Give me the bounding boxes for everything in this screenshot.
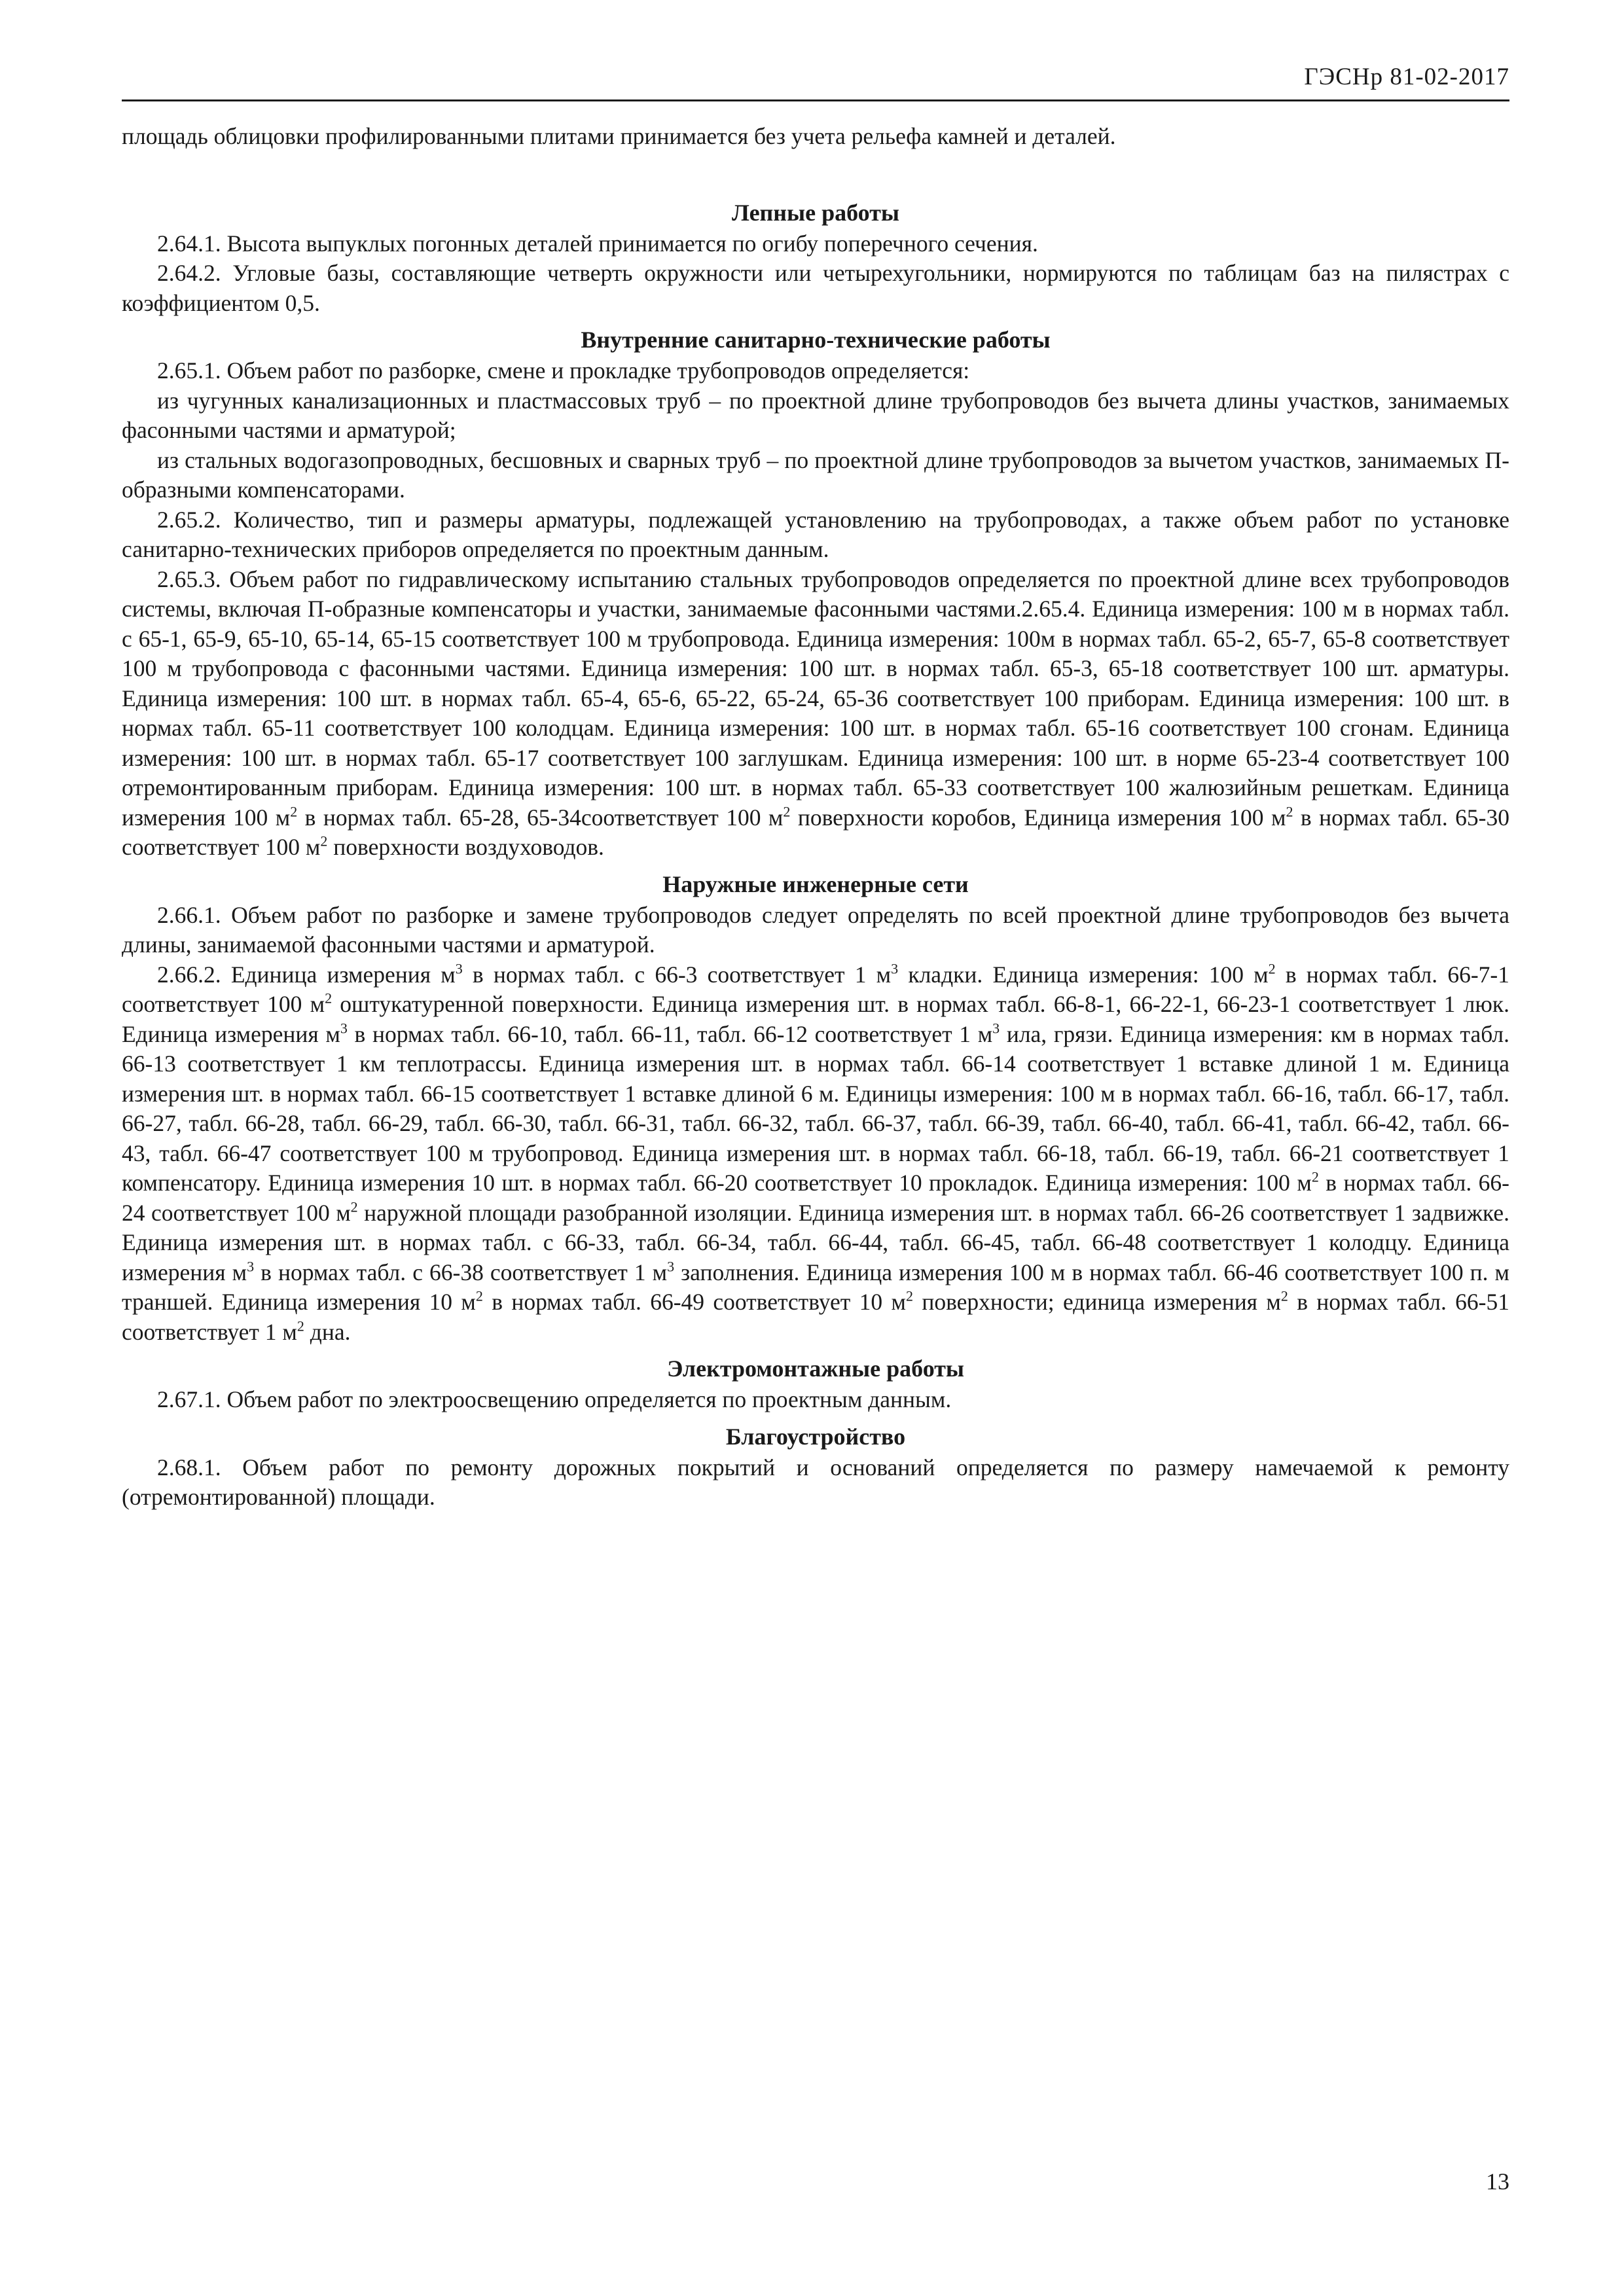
document-code: ГЭСНр 81-02-2017 (1304, 63, 1509, 90)
text-run: дна. (304, 1318, 351, 1345)
superscript: 2 (783, 802, 791, 819)
paragraph-steel-pipes: из стальных водогазопроводных, бесшовных и сварных труб – по проектной длине трубопроводов за вычетом участков, занимаемых П-образными компенсаторами. (122, 446, 1509, 503)
paragraph-2-65-1: 2.65.1. Объем работ по разборке, смене и прокладке трубопроводов определяется: (157, 357, 970, 384)
text-run: 2.66.2. Единица измерения м (157, 961, 456, 988)
superscript: 3 (992, 1019, 1000, 1036)
text-run: поверхности коробов, Единица измерения 100 м (790, 804, 1286, 831)
text-run: в нормах табл. 66-7-1 соответствует 100 м (122, 961, 1509, 1017)
text-run: заполнения. Единица измерения 100 м в нормах табл. 66-46 соответствует 100 п. м траншей. Единица измерения 10 м (122, 1259, 1509, 1315)
text-run: в нормах табл. 65-28, 65-34соответствует 100 м (297, 804, 784, 831)
text-run: 2.65.3. Объем работ по гидравлическому испытанию стальных трубопроводов определяется по проектной длине всех трубопроводов системы, включая П-образные компенсаторы и участки, занимаемые фасонными частями.2.65.4. Единица измерения: 100 м в нормах табл. с 65-1, 65-9, 65-10, 65-14, 65-15 соответствует 100 м трубопровода. Единица измерения: 100м в нормах табл. 65-2, 65-7, 65-8 соответствует 100 м трубопровода с фасонными частями. Единица измерения: 100 шт. в нормах табл. 65-3, 65-18 соответствует 100 шт. арматуры. Единица измерения: 100 шт. в нормах табл. 65-4, 65-6, 65-22, 65-24, 65-36 соответствует 100 приборам. Единица измерения: 100 шт. в нормах табл. 65-11 соответствует 100 колодцам. Единица измерения: 100 шт. в нормах табл. 65-16 соответствует 100 сгонам. Единица измерения: 100 шт. в нормах табл. 65-17 соответствует 100 заглушкам. Единица измерения: 100 шт. в норме 65-23-4 соответствует 100 отремонтированным приборам. Единица измерения: 100 шт. в нормах табл. 65-33 соответствует 100 жалюзийным решеткам. Единица измерения 100 м (122, 565, 1509, 831)
section-title-sanitary: Внутренние санитарно-технические работы (581, 327, 1051, 353)
superscript: 2 (325, 990, 333, 1007)
paragraph-2-67-1: 2.67.1. Объем работ по электроосвещению определяется по проектным данным. (157, 1386, 952, 1412)
section-title-landscaping: Благоустройство (725, 1423, 906, 1450)
superscript: 2 (290, 802, 298, 819)
superscript: 2 (1268, 960, 1276, 977)
superscript: 3 (667, 1257, 675, 1274)
superscript: 2 (1280, 1287, 1288, 1304)
page-number: 13 (1486, 2168, 1509, 2195)
superscript: 2 (320, 833, 328, 850)
superscript: 2 (1311, 1168, 1319, 1185)
text-run: в нормах табл. 66-24 соответствует 100 м (122, 1170, 1510, 1226)
superscript: 3 (455, 960, 463, 977)
document-body (122, 122, 1509, 1513)
text-run: наружной площади разобранной изоляции. Единица измерения шт. в нормах табл. 66-26 соответствует 1 задвижке. Единица измерения шт. в нормах табл. с 66-33, табл. 66-34, табл. 66-44, табл. 66-45, табл. 66-48 соответствует 1 колодцу. Единица измерения м (122, 1199, 1509, 1285)
superscript: 3 (891, 960, 899, 977)
intro-paragraph: площадь облицовки профилированными плитами принимается без учета рельефа камней и деталей. (122, 123, 1116, 149)
text-run: оштукатуренной поверхности. Единица измерения шт. в нормах табл. 66-8-1, 66-22-1, 66-23-1 соответствует 1 люк. Единица измерения м (122, 991, 1509, 1047)
text-run: в нормах табл. 66-49 соответствует 10 м (482, 1289, 906, 1315)
text-run: в нормах табл. с 66-3 соответствует 1 м (462, 961, 892, 988)
superscript: 3 (340, 1019, 348, 1036)
superscript: 2 (1286, 802, 1293, 819)
text-run: ила, грязи. Единица измерения: км в нормах табл. 66-13 соответствует 1 км теплотрассы. Единица измерения шт. в нормах табл. 66-14 соответствует 1 вставке длиной 1 м. Единица измерения шт. в нормах табл. 66-15 соответствует 1 вставке длиной 6 м. Единицы измерения: 100 м в нормах табл. 66-16, табл. 66-17, табл. 66-27, табл. 66-28, табл. 66-29, табл. 66-30, табл. 66-31, табл. 66-32, табл. 66-37, табл. 66-39, табл. 66-40, табл. 66-41, табл. 66-42, табл. 66-43, табл. 66-47 соответствует 100 м трубопровод. Единица измерения шт. в нормах табл. 66-18, табл. 66-19, табл. 66-21 соответствует 1 компенсатору. Единица измерения 10 шт. в нормах табл. 66-20 соответствует 10 прокладок. Единица измерения: 100 м (122, 1020, 1509, 1196)
superscript: 3 (247, 1257, 255, 1274)
superscript: 2 (475, 1287, 483, 1304)
text-run: кладки. Единица измерения: 100 м (898, 961, 1269, 988)
page-header (122, 63, 1509, 101)
paragraph-2-66-2 (122, 960, 1509, 1348)
superscript: 2 (350, 1198, 358, 1215)
paragraph-2-66-1: 2.66.1. Объем работ по разборке и замене трубопроводов следует определять по всей проектной длине трубопроводов без вычета длины, занимаемой фасонными частями и арматурой. (122, 901, 1509, 958)
section-title-stucco: Лепные работы (732, 199, 899, 226)
paragraph-2-64-2: 2.64.2. Угловые базы, составляющие четверть окружности или четырехугольники, нормируются по таблицам баз на пилястрах с коэффициентом 0,5. (122, 260, 1509, 316)
text-run: в нормах табл. с 66-38 соответствует 1 м (254, 1259, 668, 1285)
section-title-electrical: Электромонтажные работы (666, 1355, 965, 1382)
text-run: в нормах табл. 65-30 соответствует 100 м (122, 804, 1509, 860)
paragraph-2-64-1: 2.64.1. Высота выпуклых погонных деталей принимается по огибу поперечного сечения. (157, 230, 1038, 257)
paragraph-2-65-2: 2.65.2. Количество, тип и размеры арматуры, подлежащей установлению на трубопроводах, а также объем работ по установке санитарно-технических приборов определяется по проектным данным. (122, 506, 1509, 562)
paragraph-cast-iron-pipes: из чугунных канализационных и пластмассовых труб – по проектной длине трубопроводов без вычета длины участков, занимаемых фасонными частями и арматурой; (122, 387, 1509, 443)
superscript: 2 (297, 1317, 304, 1334)
paragraph-2-65-3 (122, 565, 1509, 863)
paragraph-2-68-1: 2.68.1. Объем работ по ремонту дорожных покрытий и оснований определяется по размеру намечаемой к ремонту (отремонтированной) площади. (122, 1454, 1509, 1510)
superscript: 2 (905, 1287, 913, 1304)
text-run: в нормах табл. 66-51 соответствует 1 м (122, 1289, 1509, 1345)
text-run: в нормах табл. 66-10, табл. 66-11, табл. 66-12 соответствует 1 м (347, 1020, 993, 1047)
section-title-external-networks: Наружные инженерные сети (662, 870, 969, 897)
text-run: поверхности; единица измерения м (912, 1289, 1281, 1315)
text-run: поверхности воздуховодов. (327, 834, 604, 860)
